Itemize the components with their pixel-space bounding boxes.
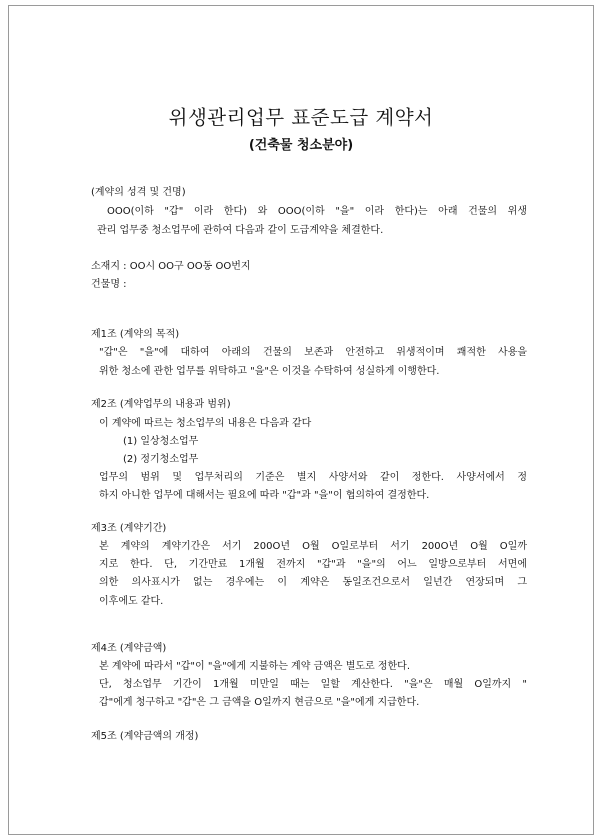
article-3-line-1: 본 계약의 계약기간은 서기 200O년 O월 O일로부터 서기 200O년 O월 O일까 (99, 541, 527, 552)
article-3-line-2: 지로 한다. 단, 기간만료 1개월 전까지 "갑"과 "을"의 어느 일방으로부터 서면에 (99, 559, 527, 570)
intro-line-2: 관리 업무중 청소업무에 관하여 다음과 같이 도급계약을 체결한다. (97, 225, 384, 236)
article-1-line-1: "갑"은 "을"에 대하여 아래의 건물의 보존과 안전하고 위생적이며 쾌적한 사용을 (99, 347, 527, 358)
article-3-line-4: 이후에도 같다. (99, 596, 164, 607)
article-2-heading: 제2조 (계약업무의 내용과 범위) (91, 399, 231, 410)
article-4-line-1: 본 계약에 따라서 "갑"이 "을"에게 지불하는 계약 금액은 별도로 정한다. (99, 661, 411, 672)
intro-heading: (계약의 성격 및 건명) (91, 187, 186, 198)
article-2-line-1: 업무의 범위 및 업무처리의 기준은 별지 사양서와 같이 정한다. 사양서에서 정 (99, 472, 527, 483)
location-building: 건물명 : (91, 279, 127, 290)
document-subtitle: (건축물 청소분야) (248, 138, 354, 153)
article-2-line-2: 하지 아니한 업무에 대해서는 필요에 따라 "갑"과 "을"이 협의하여 결정한다. (99, 490, 430, 501)
article-2-item-1: (1) 일상청소업무 (123, 436, 199, 447)
document-title: 위생관리업무 표준도급 계약서 (168, 106, 434, 129)
article-4-line-3: 갑"에게 청구하고 "갑"은 그 금액을 O일까지 현금으로 "을"에게 지급한다. (99, 697, 420, 708)
article-2-lead: 이 계약에 따르는 청소업무의 내용은 다음과 같다 (99, 418, 312, 429)
article-3-line-3: 의한 의사표시가 없는 경우에는 이 계약은 동일조건으로서 일년간 연장되며 그 (99, 577, 527, 588)
article-4-line-2: 단, 청소업무 기간이 1개월 미만일 때는 일할 계산한다. "을"은 매월 O일까지 " (99, 679, 527, 690)
article-5-heading: 제5조 (계약금액의 개정) (91, 731, 199, 742)
article-3-heading: 제3조 (계약기간) (91, 523, 167, 534)
document-page (8, 5, 594, 835)
intro-line-1: OOO(이하 "갑" 이라 한다) 와 OOO(이하 "을" 이라 한다)는 아래 건물의 위생 (107, 206, 527, 217)
document-body (9, 6, 593, 834)
location-address: 소재지 : OO시 OO구 OO동 OO번지 (91, 261, 251, 272)
article-1-line-2: 위한 청소에 관한 업무를 위탁하고 "을"은 이것을 수탁하여 성실하게 이행한다. (99, 366, 440, 377)
article-1-heading: 제1조 (계약의 목적) (91, 329, 180, 340)
article-2-item-2: (2) 정기청소업무 (123, 454, 199, 465)
article-4-heading: 제4조 (계약금액) (91, 643, 167, 654)
